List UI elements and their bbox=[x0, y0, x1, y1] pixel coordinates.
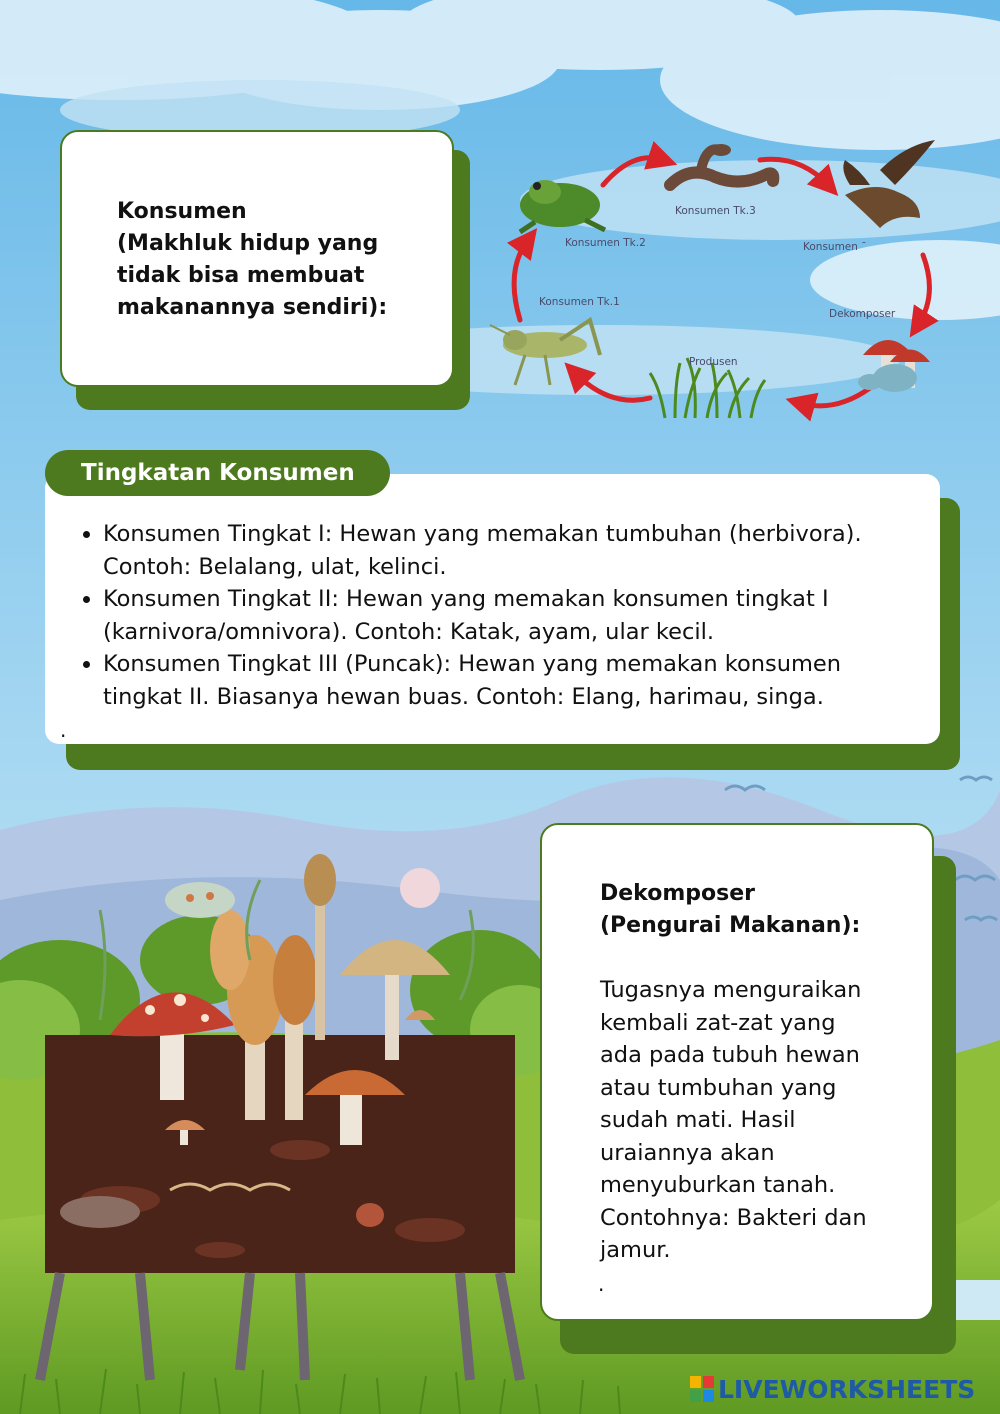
konsumen-definition-line: tidak bisa membuat bbox=[117, 263, 365, 288]
grasshopper-icon bbox=[490, 320, 600, 385]
liveworksheets-logo[interactable] bbox=[690, 1372, 975, 1406]
label-produsen: Produsen bbox=[689, 356, 738, 368]
description-line: uraiannya akan bbox=[600, 1139, 775, 1166]
list-item bbox=[103, 648, 963, 713]
konsumen-definition-line: makanannya sendiri): bbox=[117, 295, 388, 320]
cycle-arrow bbox=[918, 255, 929, 325]
konsumen-definition-line: (Makhluk hidup yang bbox=[117, 231, 379, 256]
dekomposer-heading bbox=[600, 878, 910, 942]
dekomposer-description bbox=[600, 974, 915, 1267]
description-line: Tugasnya menguraikan bbox=[600, 977, 862, 1003]
dekomposer-title: Dekomposer bbox=[600, 881, 755, 906]
snake-icon bbox=[670, 144, 773, 185]
description-line: kembali zat-zat yang bbox=[600, 1009, 836, 1036]
eagle-icon bbox=[843, 140, 935, 228]
dekomposer-subtitle: (Pengurai Makanan): bbox=[600, 913, 861, 938]
label-dekomposer: Dekomposer bbox=[829, 308, 896, 320]
logo-mark-icon bbox=[690, 1376, 714, 1402]
item-line: Konsumen Tingkat II: Hewan yang memakan konsumen tingkat I bbox=[103, 586, 829, 612]
description-line: menyuburkan tanah. bbox=[600, 1172, 836, 1198]
description-line: Contohnya: Bakteri dan bbox=[600, 1204, 867, 1231]
item-line: tingkat II. Biasanya hewan buas. Contoh: Elang, harimau, singa. bbox=[103, 683, 824, 710]
konsumen-title: Konsumen bbox=[117, 199, 247, 224]
item-line: Konsumen Tingkat III (Puncak): Hewan yang memakan konsumen bbox=[103, 651, 842, 677]
tingkatan-heading: Tingkatan Konsumen bbox=[45, 450, 390, 496]
list-item bbox=[103, 583, 963, 648]
cycle-arrow bbox=[800, 388, 870, 406]
list-item bbox=[103, 518, 963, 583]
label-konsumen-tk3: Konsumen Tk.3 bbox=[675, 205, 756, 217]
food-chain-diagram bbox=[485, 140, 945, 430]
item-line: (karnivora/omnivora). Contoh: Katak, ayam, ular kecil. bbox=[103, 618, 714, 645]
logo-text: LIVEWORKSHEETS bbox=[718, 1374, 976, 1404]
frog-icon bbox=[520, 180, 605, 232]
cycle-arrow bbox=[575, 373, 650, 400]
trailing-dot: . bbox=[60, 718, 67, 742]
item-line: Konsumen Tingkat I: Hewan yang memakan tumbuhan (herbivora). bbox=[103, 521, 862, 547]
description-line: ada pada tubuh hewan bbox=[600, 1042, 860, 1068]
item-line: Contoh: Belalang, ulat, kelinci. bbox=[103, 553, 447, 580]
trailing-dot: . bbox=[598, 1272, 605, 1296]
konsumen-heading bbox=[117, 196, 417, 324]
label-konsumen-top: Konsumen ¯ bbox=[803, 241, 867, 253]
label-konsumen-tk2: Konsumen Tk.2 bbox=[565, 237, 646, 249]
description-line: atau tumbuhan yang bbox=[600, 1074, 837, 1101]
description-line: jamur. bbox=[600, 1237, 671, 1263]
cycle-arrow bbox=[603, 158, 663, 185]
label-konsumen-tk1: Konsumen Tk.1 bbox=[539, 296, 620, 308]
cycle-arrow bbox=[514, 240, 528, 320]
description-line: sudah mati. Hasil bbox=[600, 1107, 796, 1133]
tingkatan-list bbox=[75, 518, 963, 713]
mushroom-icon bbox=[858, 340, 930, 392]
